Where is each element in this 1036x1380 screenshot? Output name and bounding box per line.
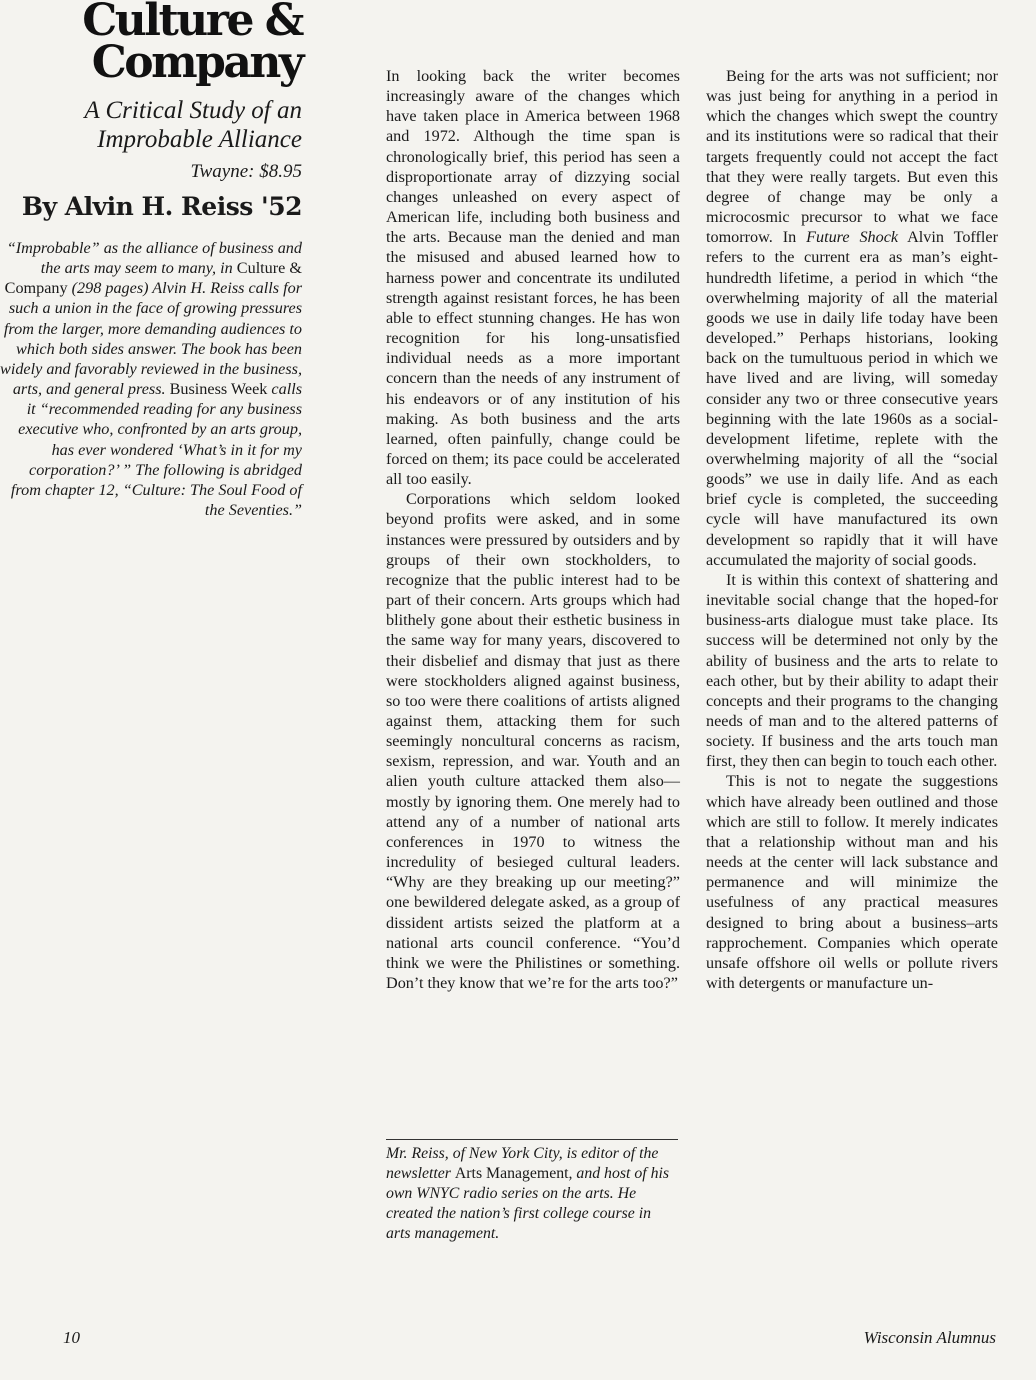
- body-column-middle: [386, 66, 680, 993]
- publisher-price: Twayne: $8.95: [190, 161, 302, 182]
- body-paragraph-3: [706, 66, 998, 570]
- author-bio: [386, 1144, 678, 1244]
- body-column-right: [706, 66, 998, 993]
- bio-divider: [386, 1139, 678, 1140]
- byline: By Alvin H. Reiss '52: [21, 192, 302, 221]
- bio-newsletter: Arts Management: [454, 1165, 569, 1182]
- intro-text-1: “Improbable” as the alliance of business and the arts may seem to many, in: [6, 239, 302, 278]
- p3-text-1: Being for the arts was not sufficient; nor was just being for anything in a period in which the changes which swept the country and its institutions were so radical that their targets frequently could not accept the fact that they were really targets. But even this degree of change may be only a microcosmic precursor to what we face tomorrow. In: [706, 67, 998, 247]
- title-line-1: Culture &: [82, 0, 302, 46]
- intro-blurb: [0, 238, 302, 520]
- intro-book-title: Culture & Company: [4, 259, 302, 298]
- p3-text-2: Alvin Toffler refers to the current era as man’s eight-hundredth lifetime, a period in which “the overwhelming majority of all the material goods we use in daily life today have been developed.” Perhaps historians, looking back on the tumultuous period in which we have lived and are living, will someday consider any two or three consecutive years beginning with the late 1960s as a social-development lifetime, replete with the overwhelming majority of all the “social goods” we use in daily life. And as each brief cycle is completed, the succeeding cycle will have manufactured its own development so rapidly that it will have accumulated the majority of social goods.: [706, 228, 998, 569]
- article-subtitle: [0, 96, 302, 154]
- bio-text-1: Mr. Reiss, of New York City, is editor of the newsletter: [386, 1145, 659, 1182]
- body-paragraph-2: Corporations which seldom looked beyond profits were asked, and in some instances were pressured by outsiders and by groups of their own stockholders, to recognize that the public interest had to be part of their concern. Arts groups which had blithely gone about their esthetic business in the same way for many years, discovered to their disbelief and dismay that just as there were stockholders aligned against business, so too were there coalitions of artists aligned against them, attacking them for such seemingly noncultural concerns as racism, sexism, repression, and war. Youth and an alien youth culture attacked them also—mostly by ignoring them. One merely had to attend any of a number of national arts conferences in 1970 to witness the incredulity of besieged cultural leaders. “Why are they breaking up our meeting?” one bewildered delegate asked, as a group of dissident artists seized the platform at a national arts council conference. “You’d think we were the Philistines or something. Don’t they know that we’re for the arts too?”: [386, 490, 680, 993]
- body-paragraph-4: It is within this context of shattering and inevitable social change that the hoped-for business-arts dialogue must take place. Its success will be determined not only by the ability of business and the arts to relate to each other, but by their ability to adapt their concepts and their programs to the changing needs of man and to the altered patterns of society. If business and the arts touch man first, they then can begin to touch each other.: [706, 570, 998, 771]
- page-number: 10: [63, 1328, 80, 1347]
- subtitle-line-1: A Critical Study of an: [84, 97, 302, 124]
- subtitle-line-2: Improbable Alliance: [97, 126, 302, 153]
- intro-text-3: calls it “recommended reading for any business executive who, confronted by an arts group, has ever wondered ‘What’s in it for my corporation?’ ” The following is abridged from chapter 12, “Culture: The Soul Food of the Seventies.”: [10, 380, 302, 520]
- magazine-name: Wisconsin Alumnus: [863, 1328, 996, 1347]
- body-paragraph-5: This is not to negate the suggestions which have already been outlined and those which are still to follow. It merely indicates that a relationship without man and his needs at the center will lack substance and permanence and will minimize the usefulness of any practical measures designed to bring about a business–arts rapprochement. Companies which operate unsafe offshore oil wells or pollute rivers with detergents or manufacture un-: [706, 772, 998, 993]
- intro-magazine: Business Week: [169, 380, 268, 399]
- p3-book-title: Future Shock: [806, 228, 899, 247]
- intro-text-2: (298 pages) Alvin H. Reiss calls for such a union in the face of growing pressures from the larger, more demanding audiences to which both sides answer. The book has been widely and favorably reviewed in the business, arts, and general press.: [0, 279, 302, 399]
- article-header: [0, 0, 302, 520]
- body-paragraph-1: In looking back the writer becomes increasingly aware of the changes which have taken place in America between 1968 and 1972. Although the time span is chronologically brief, this period has seen a disproportionate array of dizzying social changes unleashed on every aspect of American life, including both business and the arts. Because man the denied and man the misused and abused learned how to harness power and concentrate its undiluted strength against resistant forces, he has been able to effect stunning changes. He has won recognition for his long-unsatisfied individual needs as a more important concern than the needs of any instrument of his endeavors or of any institution of his making. As both business and the arts learned, often painfully, change could be forced on them; its pace could be accelerated all too easily.: [386, 67, 680, 489]
- bio-text-2: , and host of his own WNYC radio series on the arts. He created the nation’s first college course in arts management.: [386, 1165, 670, 1242]
- article-title: [0, 0, 302, 88]
- title-line-2: Company: [91, 37, 302, 88]
